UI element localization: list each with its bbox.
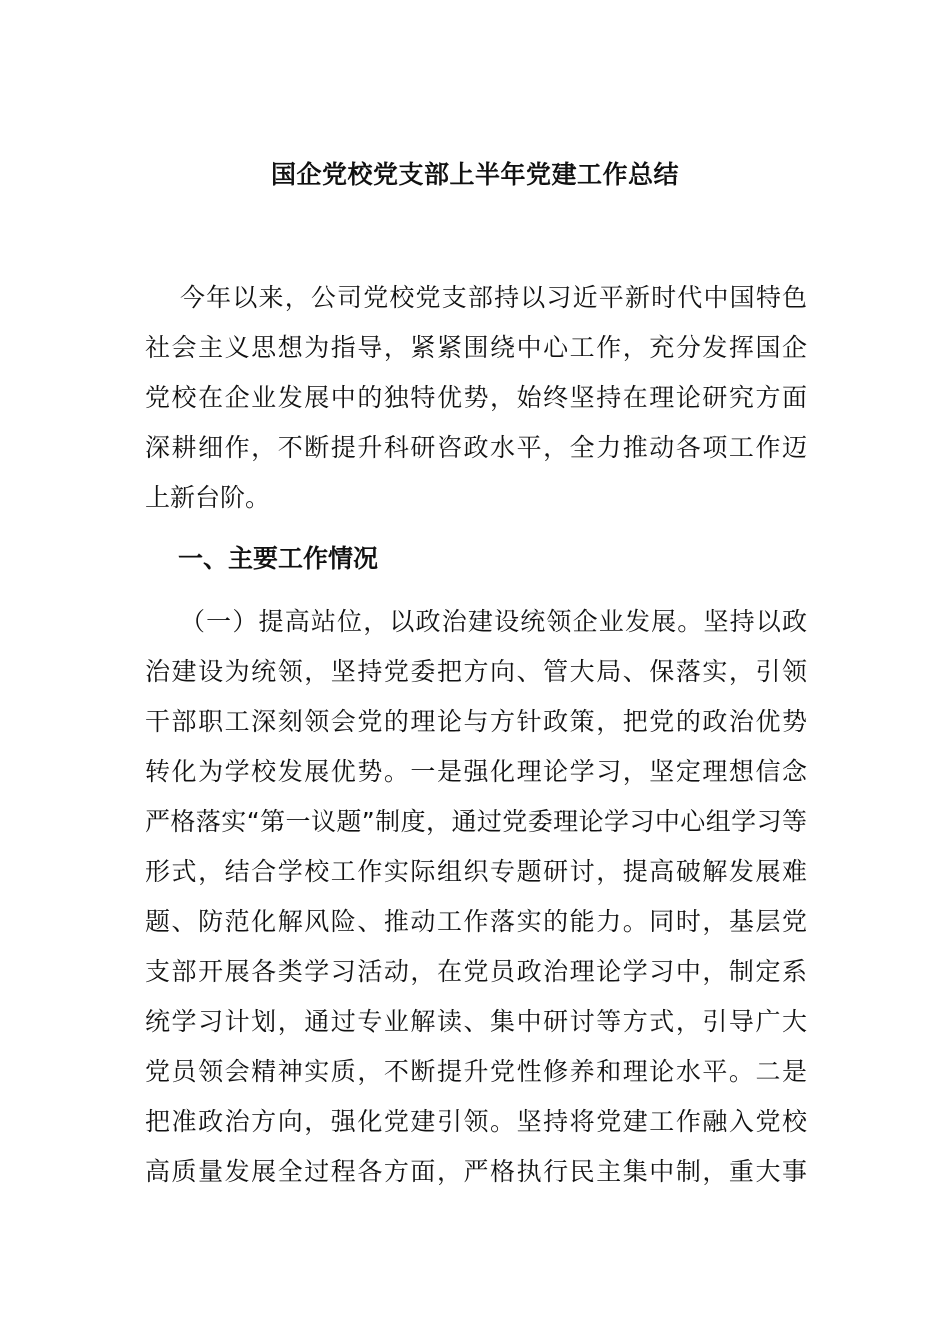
intro-line-4: 深耕细作，不断提升科研咨政水平，全力推动各项工作迈	[145, 433, 807, 462]
document-title: 国企党校党支部上半年党建工作总结	[270, 160, 679, 189]
section1-line-3: 干部职工深刻领会党的理论与方针政策，把党的政治优势	[145, 707, 807, 736]
section1-line-2: 治建设为统领，坚持党委把方向、管大局、保落实，引领	[145, 657, 807, 686]
section1-line-7: 题、防范化解风险、推动工作落实的能力。同时，基层党	[145, 907, 807, 936]
section1-line-1: （一）提高站位，以政治建设统领企业发展。坚持以政	[180, 607, 807, 636]
section1-line-12: 高质量发展全过程各方面，严格执行民主集中制，重大事	[145, 1157, 807, 1186]
section1-line-9: 统学习计划，通过专业解读、集中研讨等方式，引导广大	[145, 1007, 807, 1036]
section1-line-11: 把准政治方向，强化党建引领。坚持将党建工作融入党校	[145, 1107, 807, 1136]
section1-line-4: 转化为学校发展优势。一是强化理论学习，坚定理想信念	[145, 757, 807, 786]
intro-line-2: 社会主义思想为指导，紧紧围绕中心工作，充分发挥国企	[145, 333, 807, 362]
section1-line-5: 严格落实“第一议题”制度，通过党委理论学习中心组学习等	[145, 807, 807, 836]
section1-line-6: 形式，结合学校工作实际组织专题研讨，提高破解发展难	[145, 857, 807, 886]
section-heading: 一、主要工作情况	[178, 544, 379, 573]
section1-line-8: 支部开展各类学习活动，在党员政治理论学习中，制定系	[145, 957, 807, 986]
intro-line-5: 上新台阶。	[145, 483, 271, 512]
intro-line-3: 党校在企业发展中的独特优势，始终坚持在理论研究方面	[145, 383, 807, 412]
intro-line-1: 今年以来，公司党校党支部持以习近平新时代中国特色	[180, 283, 807, 312]
section1-line-10: 党员领会精神实质，不断提升党性修养和理论水平。二是	[145, 1057, 807, 1086]
